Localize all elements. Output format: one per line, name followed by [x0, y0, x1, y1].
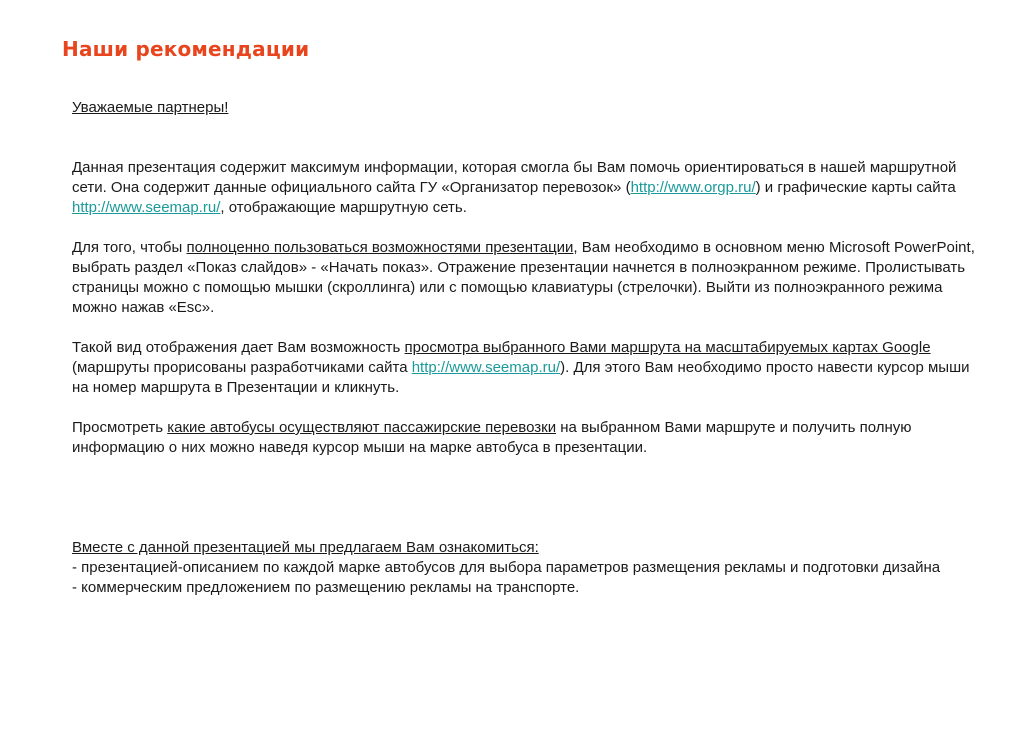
buses-text-1: Просмотреть	[72, 419, 168, 436]
paragraph-intro	[72, 158, 977, 218]
document-body	[72, 98, 977, 598]
intro-text-2: ) и графические карты сайта	[755, 179, 956, 196]
offer-item-presentation: - презентацией-описанием по каждой марке автобусов для выбора параметров размещения рекламы и подготовки дизайна	[72, 559, 941, 576]
intro-text-3: , отображающие маршрутную сеть.	[220, 199, 467, 216]
spacer	[72, 318, 977, 338]
offer-item-commercial: - коммерческим предложением по размещению рекламы на транспорте.	[72, 579, 580, 596]
paragraph-usage	[72, 238, 977, 318]
maps-text-1: Такой вид отображения дает Вам возможность	[72, 339, 405, 356]
spacer	[72, 118, 977, 158]
spacer	[72, 218, 977, 238]
buses-underlined: какие автобусы осуществляют пассажирские перевозки	[167, 419, 557, 436]
intro-text-1: Данная презентация содержит максимум информации, которая смогла бы Вам помочь ориентироваться в нашей маршрутной сети. Она содержит данные официального сайта ГУ «Организатор перевозок» (	[72, 159, 957, 196]
page-title: Наши рекомендации	[62, 37, 310, 61]
greeting: Уважаемые партнеры!	[72, 99, 229, 116]
seemap-link[interactable]: http://www.seemap.ru/	[72, 199, 221, 216]
usage-underlined: полноценно пользоваться возможностями презентации	[186, 239, 574, 256]
paragraph-maps	[72, 338, 977, 398]
maps-text-2: (маршруты прорисованы разработчиками сайта	[72, 359, 412, 376]
usage-text-1: Для того, чтобы	[72, 239, 187, 256]
orgp-link[interactable]: http://www.orgp.ru/	[630, 179, 756, 196]
maps-underlined: просмотра выбранного Вами маршрута на масштабируемых картах Google	[404, 339, 931, 356]
maps-text-3: ). Для этого Вам необходимо просто навести курсор мыши на номер маршрута в Презентации и кликнуть.	[72, 359, 970, 396]
offer-heading: Вместе с данной презентацией мы предлагаем Вам ознакомиться:	[72, 539, 539, 556]
paragraph-buses	[72, 418, 977, 458]
usage-text-2: , Вам необходимо в основном меню Microsoft PowerPoint, выбрать раздел «Показ слайдов» - «Начать показ». Отражение презентации начнется в полноэкранном режиме. Пролистывать страницы можно с помощью мышки (скроллинга) или с помощью клавиатуры (стрелочки). Выйти из полноэкранного режима можно нажав «Esc».	[72, 239, 975, 316]
spacer	[72, 458, 977, 538]
seemap-link-2[interactable]: http://www.seemap.ru/	[411, 359, 561, 376]
buses-text-2: на выбранном Вами маршруте и получить полную информацию о них можно наведя курсор мыши на марке автобуса в презентации.	[72, 419, 912, 456]
spacer	[72, 398, 977, 418]
